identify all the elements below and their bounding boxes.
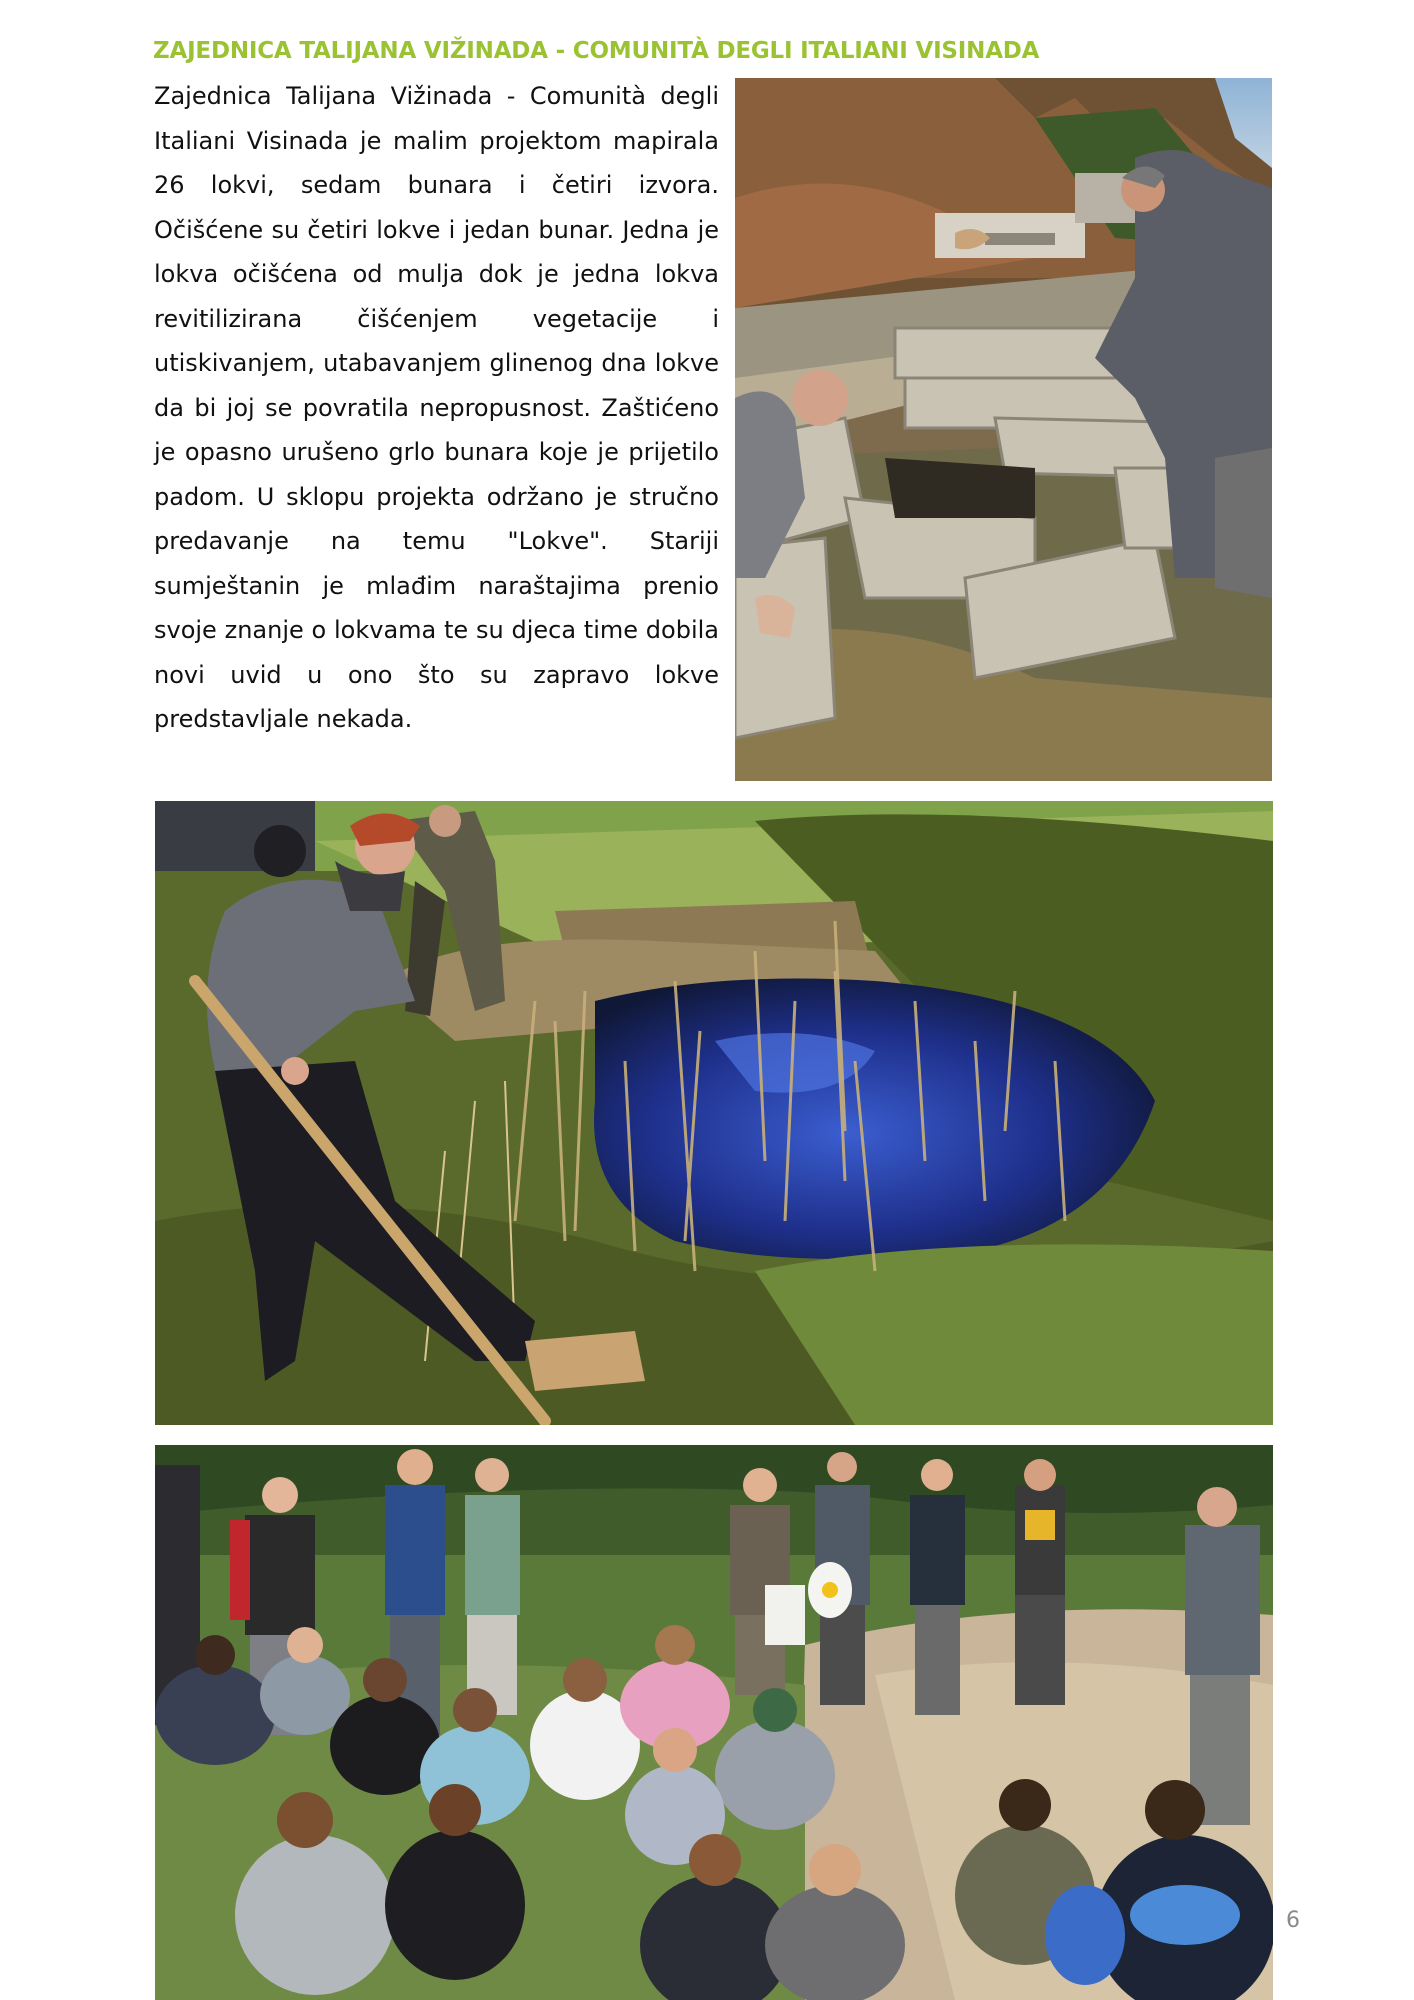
- body-paragraph: Zajednica Talijana Vižinada - Comunità degli Italiani Visinada je malim projektom mapirala 26 lokvi, sedam bunara i četiri izvora. Očišćene su četiri lokve i jedan bunar. Jedna je lokva očišćena od mulja dok je jedna lokva revitilizirana čišćenjem vegetacije i utiskivanjem, utabavanjem glinenog dna lokve da bi joj se povratila nepropusnost. Zaštićeno je opasno urušeno grlo bunara koje je prijetilo padom. U sklopu projekta održano je stručno predavanje na temu "Lokve". Stariji sumještanin je mlađim naraštajima prenio svoje znanje o lokvama te su djeca time dobila novi uvid u ono što su zapravo lokve predstavljale nekada.: [154, 82, 719, 733]
- photo-stone-well-repair: [735, 78, 1272, 781]
- page-heading: ZAJEDNICA TALIJANA VIŽINADA - COMUNITÀ DEGLI ITALIANI VISINADA: [153, 38, 1040, 64]
- photo-pond-cleaning: [155, 801, 1273, 1425]
- photo-lecture-children: [155, 1445, 1273, 2000]
- page-number: 6: [1286, 1908, 1300, 1933]
